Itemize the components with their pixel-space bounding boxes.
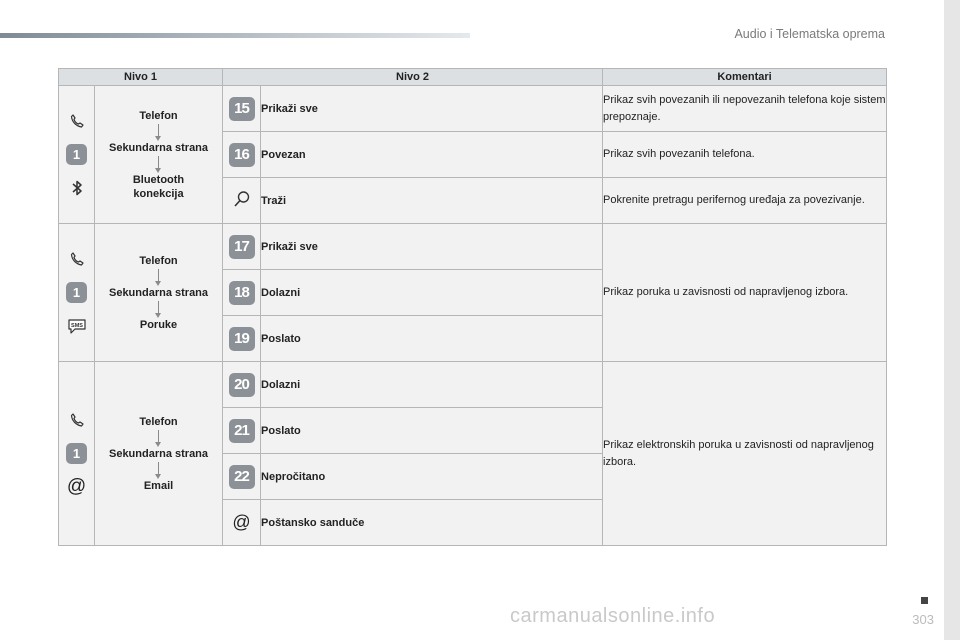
level1-badge: 1 xyxy=(66,443,87,464)
menu-comment: Prikaz elektronskih poruka u zavisnosti od napravljenog izbora. xyxy=(603,362,887,546)
group-icons xyxy=(59,362,95,546)
phone-icon xyxy=(66,248,88,270)
menu-comment: Prikaz svih povezanih ili nepovezanih telefona koje sistem prepoznaje. xyxy=(603,86,887,132)
flow-step: Telefon xyxy=(139,109,178,122)
menu-badge: 20 xyxy=(229,373,255,397)
arrow-down-icon xyxy=(158,124,159,138)
menu-badge: 15 xyxy=(229,97,255,121)
page-edge-strip xyxy=(944,0,960,640)
menu-label: Povezan xyxy=(261,132,603,178)
section-title: Audio i Telematska oprema xyxy=(734,27,885,41)
menu-label: Poslato xyxy=(261,408,603,454)
at-icon: @ xyxy=(66,476,87,497)
flow-step: Telefon xyxy=(139,415,178,428)
level1-flow xyxy=(95,86,223,224)
menu-badge: 17 xyxy=(229,235,255,259)
header-comments: Komentari xyxy=(603,69,887,86)
menu-label: Dolazni xyxy=(261,362,603,408)
sms-icon xyxy=(66,315,88,337)
menu-label: Poštansko sanduče xyxy=(261,500,603,546)
group-icons xyxy=(59,86,95,224)
arrow-down-icon xyxy=(158,156,159,170)
menu-badge: 18 xyxy=(229,281,255,305)
menu-label: Dolazni xyxy=(261,270,603,316)
menu-comment: Prikaz svih povezanih telefona. xyxy=(603,132,887,178)
arrow-down-icon xyxy=(158,430,159,444)
header-level1: Nivo 1 xyxy=(59,69,223,86)
menu-table xyxy=(58,68,887,546)
flow-step: Sekundarna strana xyxy=(108,286,209,299)
menu-label: Prikaži sve xyxy=(261,224,603,270)
level1-flow xyxy=(95,224,223,362)
flow-step: Telefon xyxy=(139,254,178,267)
menu-comment: Pokrenite pretragu perifernog uređaja za povezivanje. xyxy=(603,178,887,224)
flow-step: Sekundarna strana xyxy=(108,447,209,460)
level1-badge: 1 xyxy=(66,282,87,303)
phone-icon xyxy=(66,110,88,132)
header-level2: Nivo 2 xyxy=(223,69,603,86)
group-icons xyxy=(59,224,95,362)
flow-step: Poruke xyxy=(139,318,178,331)
arrow-down-icon xyxy=(158,269,159,283)
menu-label: Nepročitano xyxy=(261,454,603,500)
page-number: 303 xyxy=(912,612,934,627)
watermark: carmanualsonline.info xyxy=(510,605,716,627)
menu-badge: 16 xyxy=(229,143,255,167)
flow-step: Bluetooth konekcija xyxy=(132,173,185,200)
menu-badge: 22 xyxy=(229,465,255,489)
arrow-down-icon xyxy=(158,462,159,476)
menu-badge: 21 xyxy=(229,419,255,443)
flow-step: Sekundarna strana xyxy=(108,141,209,154)
search-icon xyxy=(232,200,252,212)
bluetooth-icon xyxy=(66,177,88,199)
svg-text:SMS: SMS xyxy=(70,323,83,329)
phone-icon xyxy=(66,409,88,431)
menu-comment: Prikaz poruka u zavisnosti od napravljenog izbora. xyxy=(603,224,887,362)
arrow-down-icon xyxy=(158,301,159,315)
top-accent-bar xyxy=(0,33,470,38)
menu-badge: 19 xyxy=(229,327,255,351)
level1-badge: 1 xyxy=(66,144,87,165)
menu-label: Traži xyxy=(261,178,603,224)
menu-label: Prikaži sve xyxy=(261,86,603,132)
level1-flow xyxy=(95,362,223,546)
menu-label: Poslato xyxy=(261,316,603,362)
at-icon: @ xyxy=(232,512,251,532)
flow-step: Email xyxy=(143,479,174,492)
page-marker xyxy=(921,597,928,604)
